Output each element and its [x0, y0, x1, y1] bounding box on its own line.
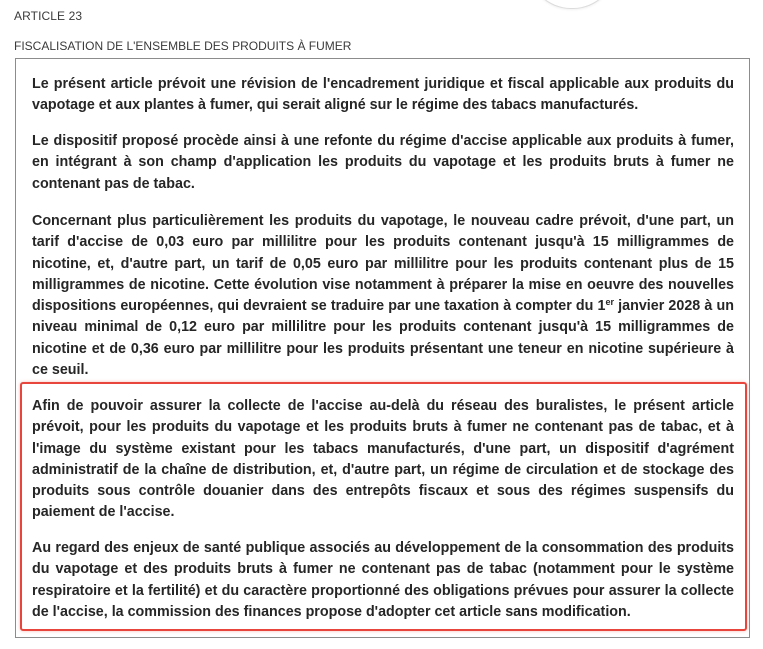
paragraph-3-superscript: er [605, 297, 615, 308]
article-title: FISCALISATION DE L'ENSEMBLE DES PRODUITS À FUMER [14, 39, 352, 53]
paragraph-3-part-1: Concernant plus particulièrement les produits du vapotage, le nouveau cadre prévoit, d'une part, un tarif d'accise de 0,03 euro par millilitre pour les produits contenant jusqu'à 15 milligrammes de nicotine, et, d'autre part, un tarif de 0,05 euro par millilitre pour les produits contenant plus de 15 milligrammes de nicotine. Cette évolution vise notamment à préparer la mise en oeuvre des nouvelles dispositions européennes, qui devraient se traduire par une taxation à compter du 1 [32, 213, 734, 315]
paragraph-2: Le dispositif proposé procède ainsi à une refonte du régime d'accise applicable aux produits à fumer, en intégrant à son champ d'application les produits du vapotage et les produits bruts à fumer ne contenant pas de tabac. [32, 133, 734, 192]
paragraph-3 [32, 211, 734, 381]
scroll-top-button[interactable] [528, 0, 616, 9]
paragraph-3-part-2: janvier 2028 à un niveau minimal de 0,12 euro par millilitre pour les produits contenant jusqu'à 15 milligrammes de nicotine et de 0,36 euro par millilitre pour les produits présentant une teneur en nicotine supérieure à ce seuil. [32, 298, 734, 379]
paragraph-4: Afin de pouvoir assurer la collecte de l'accise au-delà du réseau des buralistes, le présent article prévoit, pour les produits du vapotage et les produits bruts à fumer ne contenant pas de tabac, et à l'image du système existant pour les tabacs manufacturés, d'une part, un dispositif d'agrément administratif de la chaîne de distribution, et, d'autre part, un régime de circulation et de stockage des produits sous contrôle douanier dans des entrepôts fiscaux et sous des régimes suspensifs du paiement de l'accise. [32, 398, 734, 521]
paragraph-5: Au regard des enjeux de santé publique associés au développement de la consommation des produits du vapotage et des produits bruts à fumer ne contenant pas de tabac (notamment pour le système respiratoire et la fertilité) et du caractère proportionné des obligations prévues pour assurer la collecte de l'accise, la commission des finances propose d'adopter cet article sans modification. [32, 540, 734, 620]
paragraph-1: Le présent article prévoit une révision de l'encadrement juridique et fiscal applicable aux produits du vapotage et aux plantes à fumer, qui serait aligné sur le régime des tabacs manufacturés. [32, 76, 734, 114]
article-number: ARTICLE 23 [14, 9, 83, 23]
